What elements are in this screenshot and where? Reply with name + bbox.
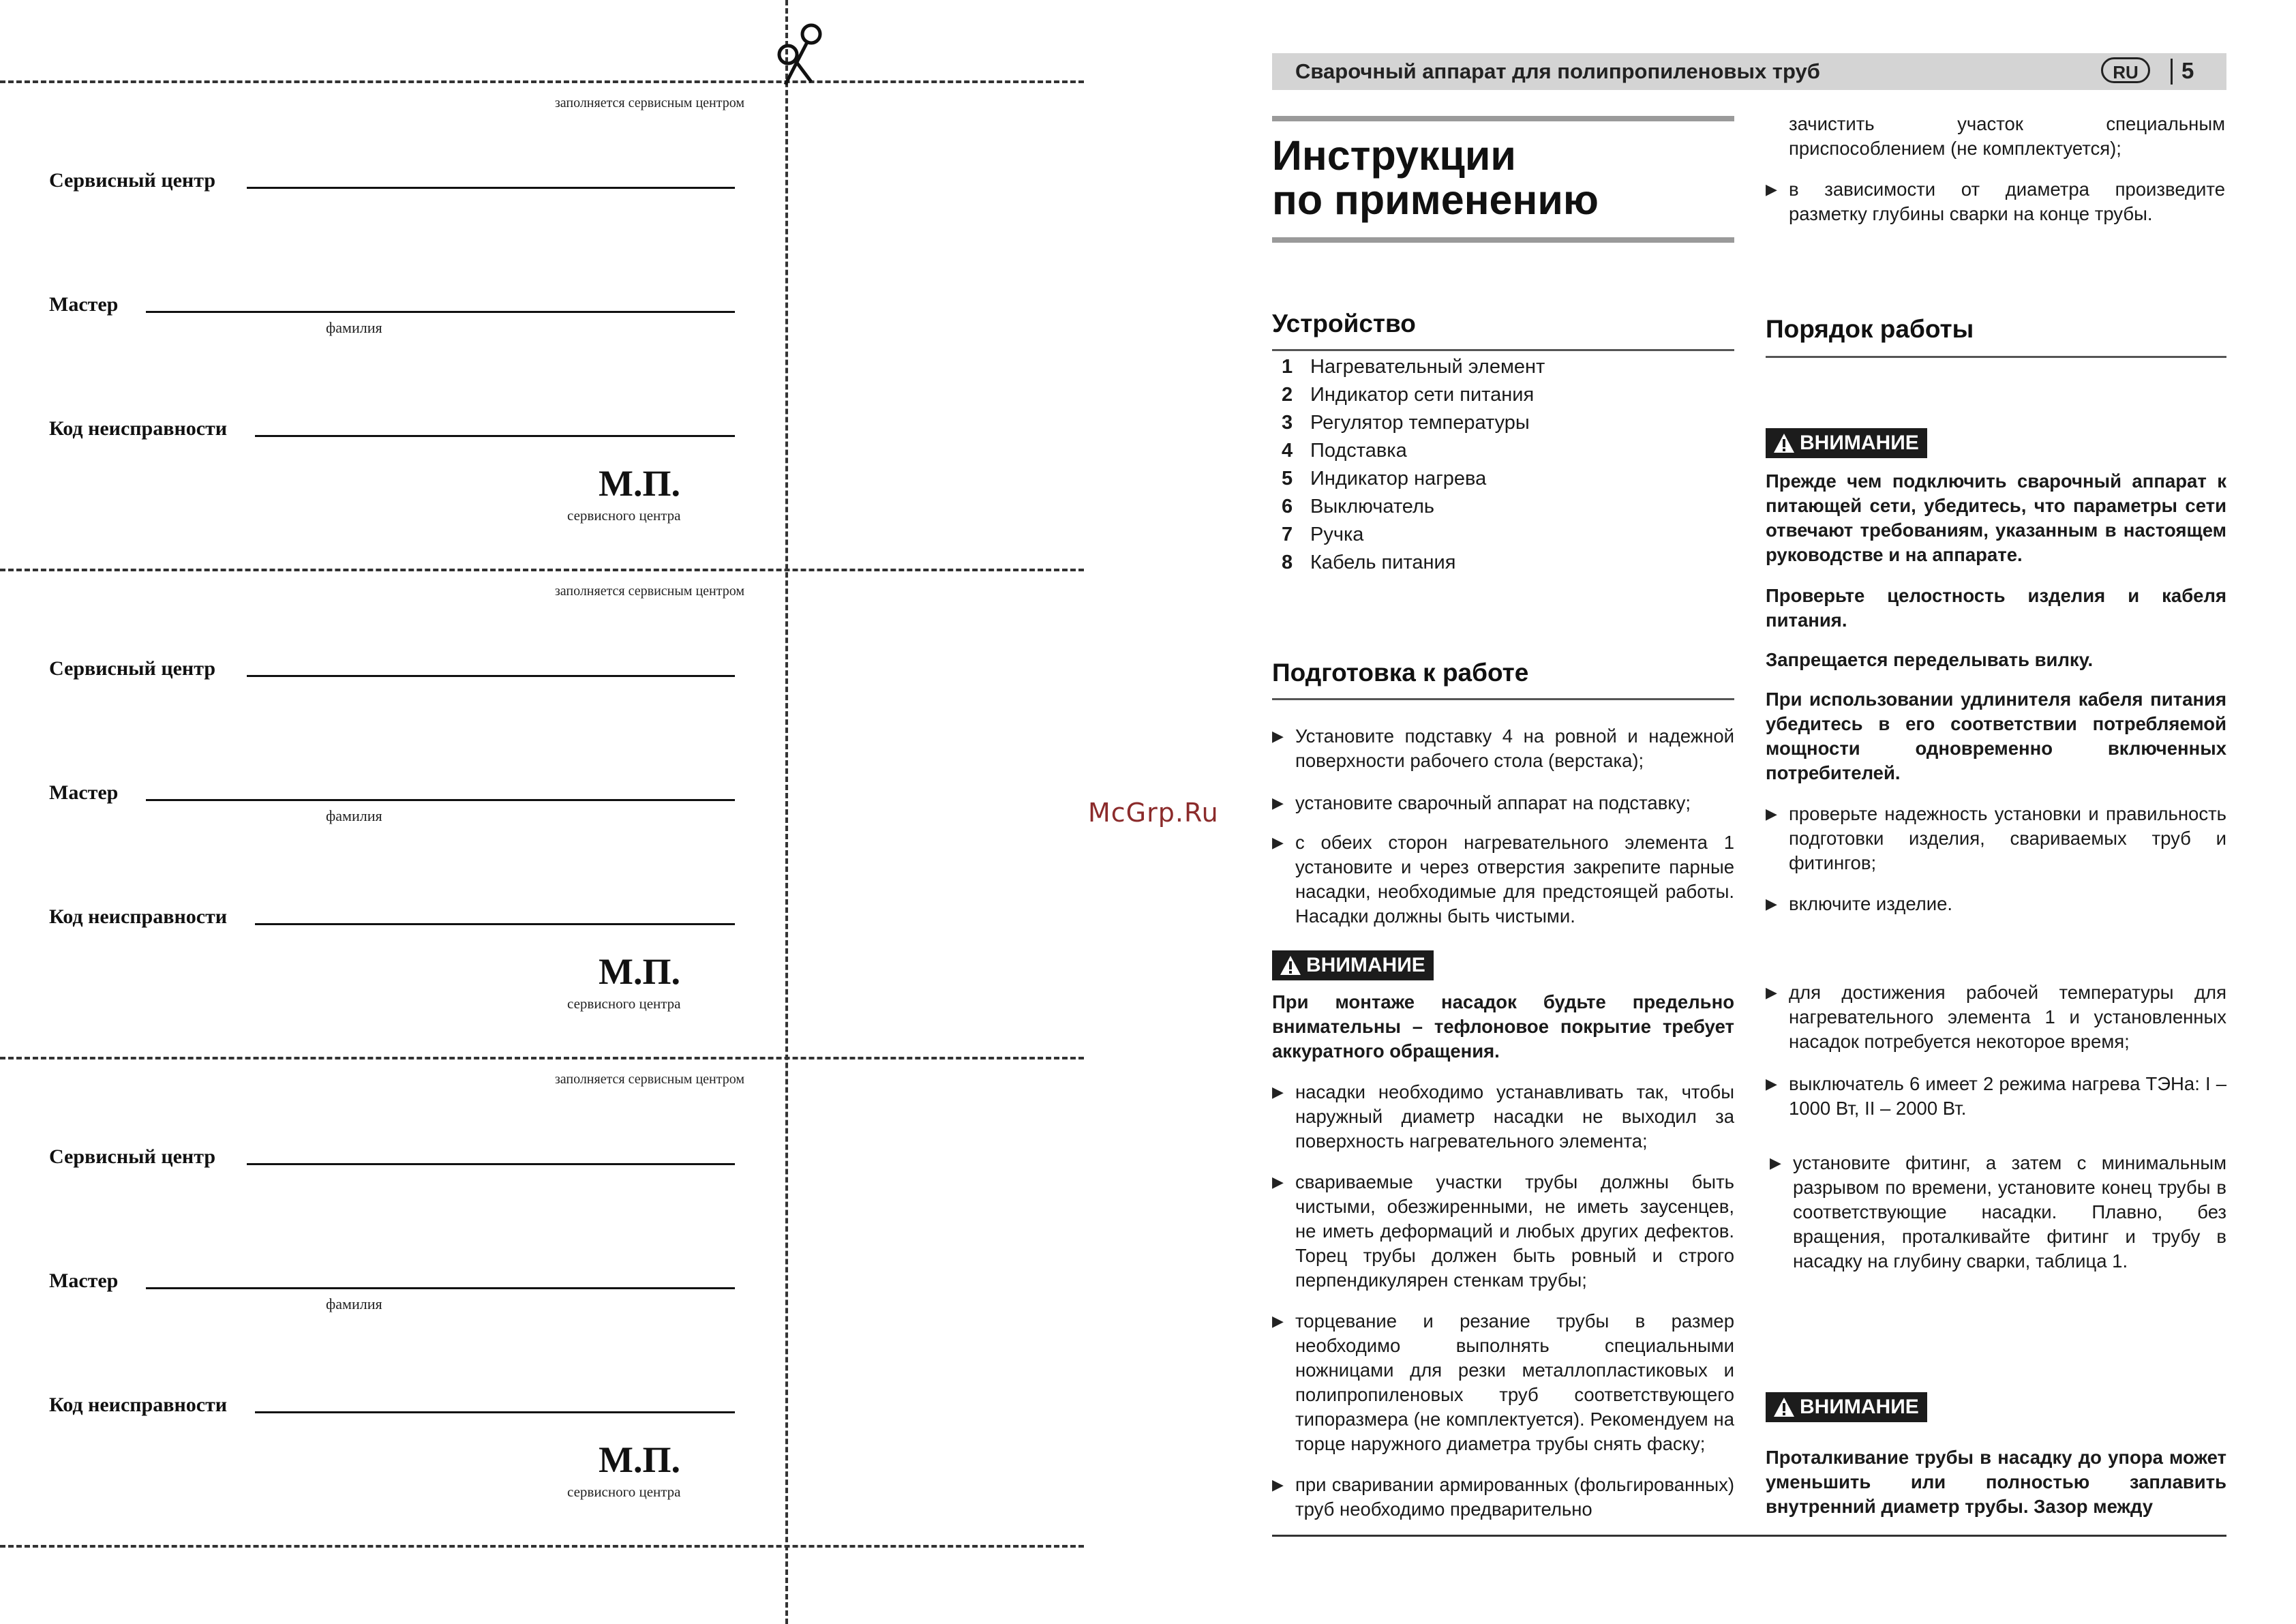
list-item: 7 Ручка bbox=[1282, 524, 1364, 545]
bullet-item: ▶ включите изделие. bbox=[1789, 892, 2226, 916]
master-field[interactable] bbox=[146, 799, 735, 801]
page-header bbox=[1272, 53, 2226, 90]
warning-triangle-icon bbox=[1279, 954, 1302, 976]
bullet-arrow-icon: ▶ bbox=[1272, 794, 1284, 811]
bullet-arrow-icon: ▶ bbox=[1272, 1083, 1284, 1100]
bullet-item: ▶ Установите подставку 4 на ровной и надежной поверхности рабочего стола (верстака); bbox=[1272, 725, 1734, 771]
warning-badge: ВНИМАНИЕ bbox=[1766, 428, 1927, 458]
service-center-field[interactable] bbox=[247, 1163, 735, 1165]
page-title-line: по применению bbox=[1272, 177, 1599, 223]
bullet-arrow-icon: ▶ bbox=[1766, 984, 1777, 1001]
device-heading: Устройство bbox=[1272, 310, 1416, 337]
bullet-arrow-icon: ▶ bbox=[1766, 1075, 1777, 1092]
warning-text: Проталкивание трубы в насадку до упора может уменьшить или полностью заплавить внутренний диаметр трубы. Зазор между bbox=[1766, 1447, 2226, 1517]
stamp-caption: сервисного центра bbox=[567, 507, 681, 524]
preparation-heading: Подготовка к работе bbox=[1272, 659, 1529, 687]
bullet-arrow-icon: ▶ bbox=[1272, 727, 1284, 745]
language-badge: RU bbox=[2101, 57, 2150, 83]
heading-rule bbox=[1272, 698, 1734, 700]
list-item: 6 Выключатель bbox=[1282, 496, 1434, 517]
header-divider bbox=[2171, 59, 2173, 85]
bullet-item: ▶ насадки необходимо устанавливать так, чтобы наружный диаметр насадки не выходил за поверхность нагревательного элемента; bbox=[1272, 1081, 1734, 1152]
page-title bbox=[1272, 134, 1599, 222]
order-heading: Порядок работы bbox=[1766, 315, 1974, 343]
service-center-field[interactable] bbox=[247, 187, 735, 189]
service-coupon bbox=[0, 569, 785, 1057]
watermark: McGrp.Ru bbox=[1088, 798, 1219, 828]
warning-badge: ВНИМАНИЕ bbox=[1766, 1392, 1927, 1422]
defect-code-label: Код неисправности bbox=[49, 1394, 228, 1416]
warning-text: Проверьте целостность изделия и кабеля питания. bbox=[1766, 585, 2226, 631]
service-center-field[interactable] bbox=[247, 675, 735, 677]
list-item: 4 Подставка bbox=[1282, 440, 1407, 462]
stamp-mark: М.П. bbox=[599, 951, 680, 992]
stamp-mark: М.П. bbox=[599, 1439, 680, 1480]
bullet-arrow-icon: ▶ bbox=[1770, 1154, 1781, 1171]
master-field[interactable] bbox=[146, 1287, 735, 1289]
bullet-item: ▶ установите фитинг, а затем с минимальным разрывом по времени, установите конец трубы в соответствующие насадки. Плавно, без вращения, проталкивайте фитинг и трубу в насадку на глубину сварки, таблица 1. bbox=[1770, 1152, 2226, 1272]
defect-code-field[interactable] bbox=[255, 435, 735, 437]
bullet-arrow-icon: ▶ bbox=[1766, 805, 1777, 822]
surname-caption: фамилия bbox=[326, 807, 382, 824]
bullet-item: ▶ для достижения рабочей температуры для нагревательного элемента 1 и установленных насадок потребуется некоторое время; bbox=[1766, 982, 2226, 1052]
page-bottom-rule bbox=[1272, 1535, 2226, 1537]
bullet-item: ▶ в зависимости от диаметра произведите разметку глубины сварки на конце трубы. bbox=[1766, 179, 2225, 224]
bullet-arrow-icon: ▶ bbox=[1272, 1173, 1284, 1190]
list-item: 2 Индикатор сети питания bbox=[1282, 384, 1535, 406]
master-field[interactable] bbox=[146, 311, 735, 313]
heading-rule bbox=[1766, 356, 2226, 358]
stamp-mark: М.П. bbox=[599, 463, 680, 504]
page-title-line: Инструкции bbox=[1272, 132, 1516, 179]
title-rule-top bbox=[1272, 116, 1734, 121]
service-center-label: Сервисный центр bbox=[49, 169, 215, 192]
master-label: Мастер bbox=[49, 1269, 119, 1292]
header-title: Сварочный аппарат для полипропиленовых труб bbox=[1295, 59, 1820, 83]
surname-caption: фамилия bbox=[326, 319, 382, 336]
warning-text: При использовании удлинителя кабеля питания убедитесь в его соответствии потребляемой мощности одновременно включенных потребителей. bbox=[1766, 689, 2226, 783]
list-item: 8 Кабель питания bbox=[1282, 552, 1456, 573]
bullet-item: ▶ свариваемые участки трубы должны быть чистыми, обезжиренными, не иметь заусенцев, не иметь деформаций и любых других дефектов. Торец трубы должен быть ровный и строго перпендикулярен стенкам трубы; bbox=[1272, 1171, 1734, 1291]
warning-triangle-icon bbox=[1772, 432, 1796, 454]
list-item: 5 Индикатор нагрева bbox=[1282, 468, 1487, 490]
defect-code-field[interactable] bbox=[255, 1411, 735, 1413]
list-item: 1 Нагревательный элемент bbox=[1282, 356, 1545, 378]
master-label: Мастер bbox=[49, 781, 119, 804]
title-rule-bottom bbox=[1272, 237, 1734, 243]
horizontal-cut-line bbox=[0, 1545, 1084, 1548]
coupon-note: заполняется сервисным центром bbox=[554, 1072, 744, 1087]
vertical-cut-line bbox=[785, 0, 788, 1624]
continued-text: зачистить участок специальным приспособлением (не комплектуется); bbox=[1789, 113, 2225, 159]
master-label: Мастер bbox=[49, 293, 119, 316]
scissors-icon bbox=[772, 19, 833, 87]
surname-caption: фамилия bbox=[326, 1295, 382, 1312]
list-item: 3 Регулятор температуры bbox=[1282, 412, 1530, 434]
warning-triangle-icon bbox=[1772, 1396, 1796, 1418]
bullet-arrow-icon: ▶ bbox=[1272, 834, 1284, 851]
coupon-note: заполняется сервисным центром bbox=[554, 584, 744, 599]
stamp-caption: сервисного центра bbox=[567, 995, 681, 1012]
service-coupon bbox=[0, 80, 785, 569]
warning-badge: ВНИМАНИЕ bbox=[1272, 950, 1434, 980]
bullet-arrow-icon: ▶ bbox=[1766, 181, 1777, 198]
bullet-item: ▶ при сваривании армированных (фольгированных) труб необходимо предварительно bbox=[1272, 1474, 1734, 1520]
defect-code-label: Код неисправности bbox=[49, 417, 228, 440]
service-center-label: Сервисный центр bbox=[49, 657, 215, 680]
bullet-item: ▶ с обеих сторон нагревательного элемента 1 установите и через отверстия закрепите парные насадки, необходимые для предстоящей работы. Насадки должны быть чистыми. bbox=[1272, 832, 1734, 927]
bullet-item: ▶ установите сварочный аппарат на подставку; bbox=[1295, 791, 1734, 815]
stamp-caption: сервисного центра bbox=[567, 1484, 681, 1500]
defect-code-label: Код неисправности bbox=[49, 905, 228, 928]
service-coupon bbox=[0, 1057, 785, 1545]
bullet-arrow-icon: ▶ bbox=[1766, 895, 1777, 912]
service-center-label: Сервисный центр bbox=[49, 1145, 215, 1168]
bullet-arrow-icon: ▶ bbox=[1272, 1312, 1284, 1329]
page-number: 5 bbox=[2181, 58, 2194, 83]
bullet-item: ▶ проверьте надежность установки и правильность подготовки изделия, свариваемых труб и фитингов; bbox=[1766, 803, 2226, 873]
device-parts-list bbox=[1282, 356, 1545, 580]
defect-code-field[interactable] bbox=[255, 923, 735, 925]
bullet-arrow-icon: ▶ bbox=[1272, 1476, 1284, 1493]
bullet-item: ▶ торцевание и резание трубы в размер необходимо выполнять специальными ножницами для резки металлопластиковых и полипропиленовых труб соответствующего типоразмера (не комплектуется). Рекомендуем на торце наружного диаметра трубы снять фаску; bbox=[1272, 1310, 1734, 1454]
warning-text: Запрещается переделывать вилку. bbox=[1766, 649, 2094, 670]
warning-text: Прежде чем подключить сварочный аппарат к питающей сети, убедитесь, что параметры сети отвечают требованиям, указанным в настоящем руководстве и на аппарате. bbox=[1766, 470, 2226, 565]
warning-text: При монтаже насадок будьте предельно внимательны – тефлоновое покрытие требует аккуратного обращения. bbox=[1272, 991, 1734, 1062]
heading-rule bbox=[1272, 349, 1734, 351]
bullet-item: ▶ выключатель 6 имеет 2 режима нагрева ТЭНа: I – 1000 Вт, II – 2000 Вт. bbox=[1766, 1073, 2226, 1119]
coupon-note: заполняется сервисным центром bbox=[554, 95, 744, 110]
